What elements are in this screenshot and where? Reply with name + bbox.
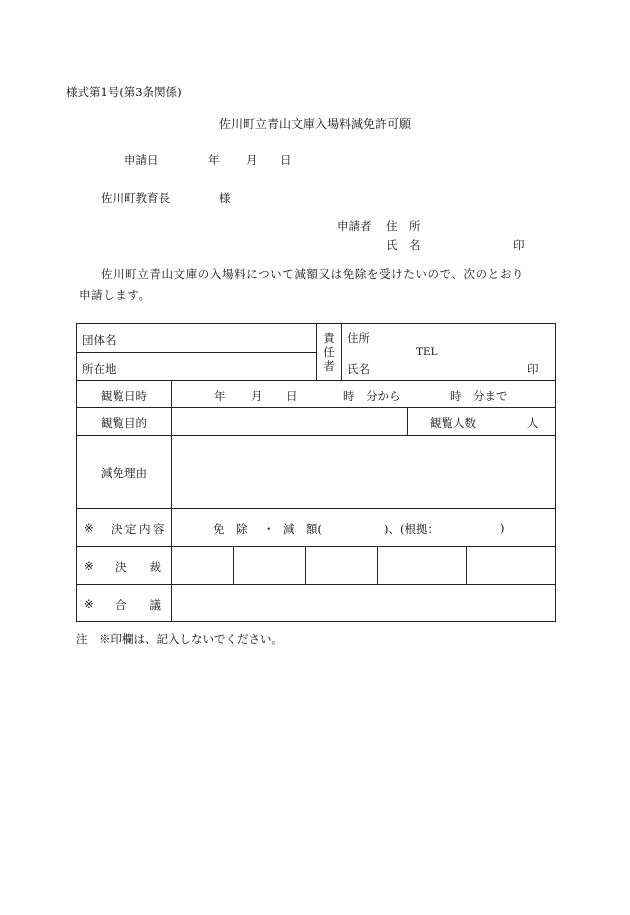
footer-note: 注 ※印欄は、記入しないでください。	[76, 632, 283, 646]
approval-mark: ※	[84, 559, 94, 573]
approval-label: 決 裁	[115, 560, 161, 574]
applicant-label: 申請者	[337, 219, 372, 233]
body-text-line2: 申請します。	[79, 288, 151, 302]
consultation-mark: ※	[84, 597, 94, 611]
addressee-name: 佐川町教育長	[101, 191, 170, 205]
applicant-name-label: 氏 名	[386, 238, 421, 252]
decision-basis: )、(根拠：	[384, 522, 439, 536]
visit-day: 日	[286, 389, 298, 403]
decision-close: )	[500, 521, 505, 535]
visitor-count-unit: 人	[527, 416, 539, 430]
decision-exemption: 免 除	[213, 522, 248, 536]
visit-month: 月	[251, 389, 263, 403]
reduction-reason-label: 減免理由	[101, 466, 147, 480]
date-month: 月	[246, 153, 258, 167]
responsible-tel-label: TEL	[416, 346, 438, 358]
responsible-address-label: 住所	[347, 331, 370, 345]
decision-dot: ・	[263, 522, 275, 536]
date-year: 年	[208, 153, 220, 167]
addressee-honorific: 様	[219, 191, 231, 205]
visit-datetime-label: 観覧日時	[101, 389, 147, 403]
visit-time-from: 時 分から	[343, 389, 401, 403]
form-number: 様式第1号(第3条関係)	[66, 85, 182, 99]
location-label: 所在地	[82, 362, 117, 376]
visit-year: 年	[214, 389, 226, 403]
consultation-label: 合 議	[115, 598, 161, 612]
group-name-label: 団体名	[82, 333, 117, 347]
responsible-name-label: 氏名	[347, 362, 370, 376]
responsible-seal: 印	[527, 362, 539, 376]
document-title: 佐川町立青山文庫入場料減免許可願	[219, 117, 412, 131]
visit-purpose-label: 観覧目的	[101, 416, 147, 430]
applicant-address-label: 住 所	[386, 219, 421, 233]
decision-mark: ※	[84, 521, 94, 535]
visit-time-to: 時 分まで	[450, 389, 508, 403]
responsible-person-label: 責 任 者	[323, 331, 335, 373]
date-label: 申請日	[124, 153, 159, 167]
visitor-count-label: 観覧人数	[430, 416, 476, 430]
decision-reduction: 減 額(	[283, 522, 322, 536]
body-text-line1: 佐川町立青山文庫の入場料について減額又は免除を受けたいので、次のとおり	[101, 267, 525, 281]
date-day: 日	[280, 153, 292, 167]
applicant-seal: 印	[513, 238, 525, 252]
decision-label: 決定内容	[111, 522, 167, 536]
